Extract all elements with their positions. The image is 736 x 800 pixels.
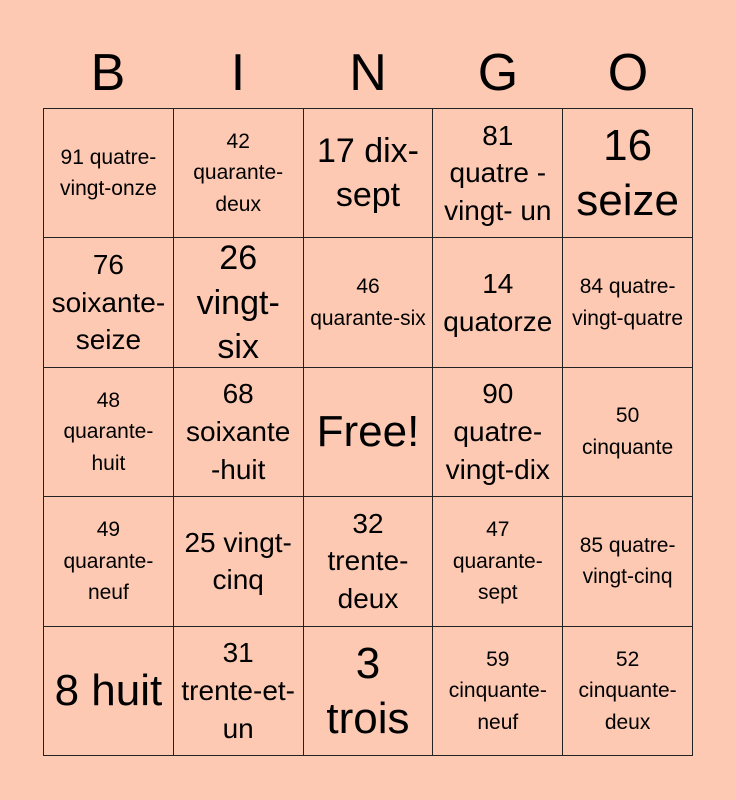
- header-letter-g: G: [477, 44, 519, 102]
- bingo-cell[interactable]: 68 soixante -huit: [174, 368, 304, 497]
- bingo-cell[interactable]: 14 quatorze: [433, 238, 563, 367]
- bingo-cell[interactable]: 3 trois: [304, 627, 434, 756]
- bingo-cell[interactable]: 76 soixante-seize: [44, 238, 174, 367]
- bingo-cell[interactable]: 81 quatre - vingt- un: [433, 109, 563, 238]
- bingo-cell[interactable]: 26 vingt-six: [174, 238, 304, 367]
- bingo-cell[interactable]: 50 cinquante: [563, 368, 693, 497]
- bingo-cell[interactable]: 32 trente-deux: [304, 497, 434, 626]
- bingo-cell[interactable]: 8 huit: [44, 627, 174, 756]
- bingo-cell[interactable]: 84 quatre-vingt-quatre: [563, 238, 693, 367]
- header-letter-o: O: [607, 44, 649, 102]
- header-letter-i: I: [230, 44, 246, 102]
- bingo-header: [43, 38, 693, 108]
- bingo-cell[interactable]: 90 quatre-vingt-dix: [433, 368, 563, 497]
- bingo-cell[interactable]: 16 seize: [563, 109, 693, 238]
- bingo-cell[interactable]: 85 quatre-vingt-cinq: [563, 497, 693, 626]
- bingo-cell[interactable]: 17 dix-sept: [304, 109, 434, 238]
- header-letter-b: B: [90, 44, 126, 102]
- bingo-cell[interactable]: 48 quarante-huit: [44, 368, 174, 497]
- bingo-cell[interactable]: 91 quatre-vingt-onze: [44, 109, 174, 238]
- bingo-cell[interactable]: 46 quarante-six: [304, 238, 434, 367]
- bingo-cell[interactable]: 47 quarante-sept: [433, 497, 563, 626]
- bingo-cell[interactable]: 52 cinquante-deux: [563, 627, 693, 756]
- bingo-cell[interactable]: 59 cinquante-neuf: [433, 627, 563, 756]
- bingo-cell[interactable]: 42 quarante-deux: [174, 109, 304, 238]
- header-letter-n: N: [349, 44, 387, 102]
- bingo-cell[interactable]: 25 vingt-cinq: [174, 497, 304, 626]
- bingo-cell[interactable]: 31 trente-et-un: [174, 627, 304, 756]
- free-space-cell[interactable]: Free!: [304, 368, 434, 497]
- bingo-board: [43, 108, 693, 756]
- bingo-cell[interactable]: 49 quarante-neuf: [44, 497, 174, 626]
